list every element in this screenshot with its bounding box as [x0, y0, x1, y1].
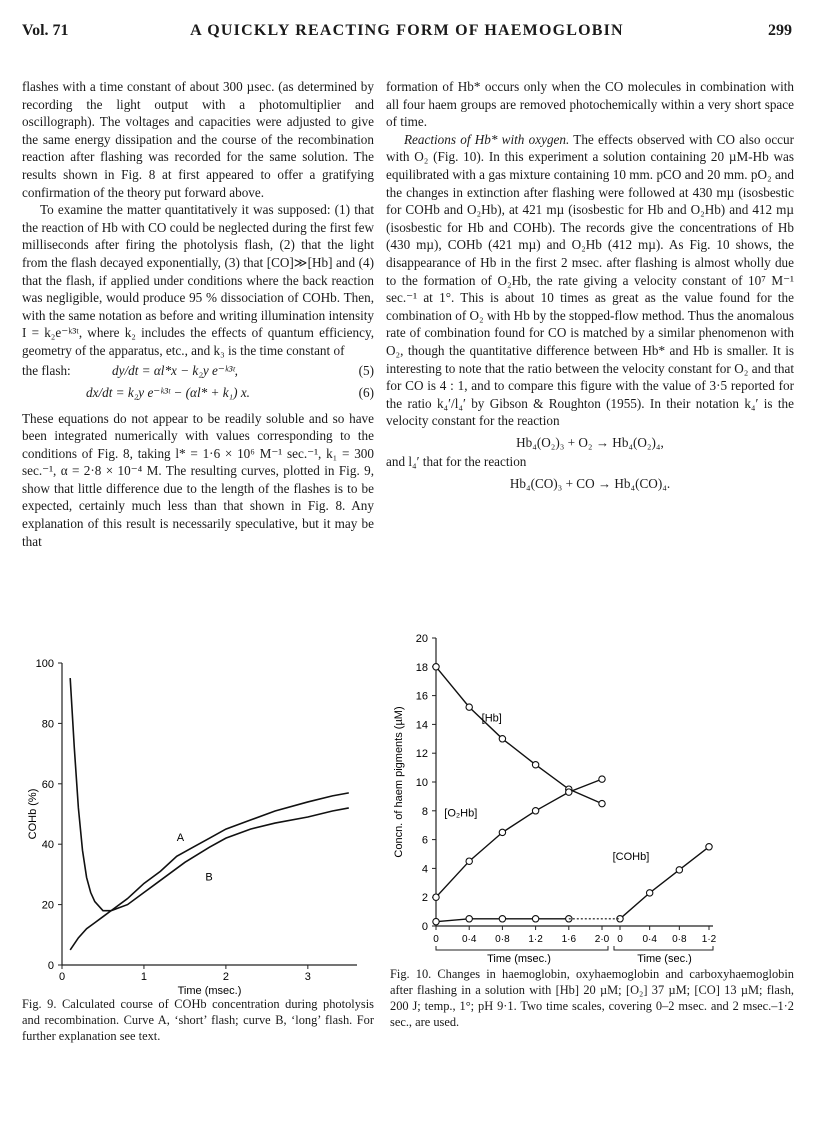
x1-bracket	[436, 946, 608, 950]
data-point	[499, 736, 505, 742]
y-tick-label: 16	[415, 690, 428, 703]
x1-tick-label: 2·0	[594, 934, 610, 945]
left-column	[22, 78, 374, 550]
y-tick-label: 18	[415, 661, 428, 674]
equation-6: dx/dt = k₂y e⁻ᵏ³ᵗ − (αl* + k₁) x.	[86, 384, 250, 400]
y-tick-label: 80	[41, 718, 54, 731]
y-tick-label: 8	[421, 805, 428, 818]
volume-label: Vol. 71	[22, 22, 69, 39]
reactions-heading: Reactions of Hb* with oxygen.	[404, 131, 570, 147]
x-tick-label: 3	[304, 971, 311, 983]
data-point	[706, 844, 712, 850]
data-point	[433, 894, 439, 900]
data-point	[466, 858, 472, 864]
y-tick-label: 100	[35, 658, 54, 670]
data-point	[532, 762, 538, 768]
left-paragraph-2: To examine the matter quantitatively it was supposed: (1) that the reaction of Hb with CO could be neglected during the first few milliseconds after firing the photolysis flash, (2) that the light from the flash decayed exponentially, (3) that [CO]≫[Hb] and (4) that the flash, if applied under conditions where the back reaction was negligible, would produce 95 % dissociation of COHb. Then, with the same notation as before and writing illumination intensity I = k₂e⁻ᵏ³ᵗ, where k₂ includes the effects of quantum efficiency, geometry of the apparatus, etc., and k₃ is the time constant of	[22, 202, 374, 358]
y-tick-label: 2	[421, 892, 428, 905]
data-point	[599, 800, 605, 806]
data-point	[599, 776, 605, 782]
y-tick-label: 10	[415, 777, 428, 789]
data-point	[433, 664, 439, 670]
right-column	[386, 78, 794, 495]
left-paragraph-1: flashes with a time constant of about 300 µsec. (as determined by recording the light output with a photomultiplier and oscillograph). The voltages and capacities were adjusted to give the same energy dissipation and the course of the recombination reaction after flashing was recorded for the same solution. The results shown in Fig. 8 at first appeared to offer a gratifying confirmation of the theory put forward above.	[22, 79, 374, 200]
y-tick-label: 60	[41, 778, 54, 791]
y-axis-label: Concn. of haem pigments (µM)	[393, 706, 405, 858]
data-point	[499, 829, 505, 835]
reaction-1: Hb₄(O₂)₃ + O₂ → Hb₄(O₂)₄,	[516, 434, 664, 450]
data-point	[466, 916, 472, 922]
x1-tick-label: 1·2	[528, 934, 543, 945]
x-axis-label: Time (msec.)	[177, 985, 242, 997]
x1-tick-label: 0	[433, 934, 439, 945]
data-point	[646, 890, 652, 896]
x-tick-label: 0	[58, 971, 66, 983]
y-tick-label: 14	[415, 719, 428, 732]
equation-6-number: (6)	[358, 384, 374, 400]
running-header	[22, 22, 792, 46]
x1-tick-label: 0·8	[495, 934, 510, 945]
y-tick-label: 20	[415, 633, 428, 645]
y-tick-label: 0	[421, 921, 428, 933]
data-point	[532, 808, 538, 814]
y-tick-label: 6	[421, 834, 428, 847]
x2-bracket	[614, 946, 713, 950]
figure-10-caption: Fig. 10. Changes in haemoglobin, oxyhaemoglobin and carboxyhaemoglobin after flashing in a solution with [Hb] 20 µM; [O₂] 37 µM; [CO] 13 µM; flash, 200 J; temp., 1°; pH 9·1. Two time scales, covering 0–2 msec. and 2 msec.–1·2 sec., are used.	[390, 967, 794, 1029]
y-tick-label: 12	[415, 748, 428, 761]
figure-9-chart	[22, 655, 372, 997]
y-axis-label: COHb (%)	[27, 788, 39, 840]
right-paragraph-2: The effects observed with CO also occur with O₂ (Fig. 10). In this experiment a solution containing 20 µM-Hb was equilibrated with a gas mixture containing 10 mm. pCO and 20 mm. pO₂ and the changes in extinction after flashing were followed at 430 mµ (isosbestic for COHb and O₂Hb), at 421 mµ (isosbestic for Hb and O₂Hb) and 412 mµ (isosbestic for Hb and COHb). The records give the concentrations of Hb (430 mµ), COHb (421 mµ) and O₂Hb (412 mµ). As Fig. 10 shows, the disappearance of Hb in the first 2 msec. after flashing is almost wholly due to the formation of O₂Hb, the rate giving a velocity constant of 10⁷ M⁻¹ sec.⁻¹ at 1°. This is about 10 times as great as the value found for the combination of O₂ with Hb by the stopped-flow method. Thus the anomalous rate of combination found for CO is matched by a similar phenomenon with O₂, though the quantitative difference between Hb* and Hb is smaller. It is interesting to note that the ratio between the velocity constant for O₂ and that for CO is 4 : 1, and to compare this figure with the value of 3·5 reported for the ratio k₄′/l₄′ by Gibson & Roughton (1955). In their notation k₄′ is the velocity constant for the reaction	[386, 131, 795, 429]
x2-tick-label: 0	[617, 934, 623, 945]
data-point	[566, 789, 572, 795]
series-label-o2hb: [O₂Hb]	[444, 807, 478, 820]
series-line-0	[436, 667, 602, 804]
x1-tick-label: 0·4	[461, 934, 477, 945]
x1-tick-label: 1·6	[561, 934, 577, 945]
data-point	[566, 916, 572, 922]
y-tick-label: 20	[41, 899, 54, 912]
x2-tick-label: 0·8	[672, 934, 687, 945]
x2-tick-label: 1·2	[701, 934, 717, 945]
reaction-2: Hb₄(CO)₃ + CO → Hb₄(CO)₄.	[509, 476, 671, 492]
equation-5-row	[22, 360, 374, 382]
series-label-cohb: [COHb]	[612, 850, 650, 863]
figure-9-caption: Fig. 9. Calculated course of COHb concentration during photolysis and recombination. Curve A, ‘short’ flash; curve B, ‘long’ flash. For further explanation see text.	[22, 997, 374, 1043]
left-paragraph-3: These equations do not appear to be readily soluble and so have been integrated numerically with values corresponding to the conditions of Fig. 8, taking l* = 1·6 × 10⁶ M⁻¹ sec.⁻¹, k₁ = 300 sec.⁻¹, α = 2·8 × 10⁻⁴ M. The resulting curves, plotted in Fig. 9, show that little difference due to the length of the flashes is to be expected, certainly much less than that shown in Fig. 8. Any explanation of this result is necessarily speculative, but it may be that	[22, 410, 374, 549]
data-point	[676, 867, 682, 873]
data-point	[433, 918, 439, 924]
page-number: 299	[768, 22, 792, 39]
x2-axis-label: Time (sec.)	[637, 953, 692, 965]
x-tick-label: 1	[140, 971, 148, 983]
curve-label-a: A	[176, 832, 185, 845]
and-line: and l₄′ that for the reaction	[386, 454, 527, 470]
right-paragraph-1: formation of Hb* occurs only when the CO molecules in combination with all four haem groups are removed photochemically within a very short space of time.	[386, 79, 794, 130]
data-point	[532, 916, 538, 922]
running-title: A QUICKLY REACTING FORM OF HAEMOGLOBIN	[190, 22, 624, 39]
y-tick-label: 4	[421, 863, 428, 876]
y-tick-label: 40	[41, 839, 54, 852]
figure-10-chart	[384, 628, 794, 963]
series-label-hb: [Hb]	[481, 712, 502, 725]
equation-6-row	[22, 382, 374, 404]
flash-label: the flash:	[22, 362, 71, 378]
data-point	[499, 916, 505, 922]
x-tick-label: 2	[222, 971, 229, 983]
equation-5-number: (5)	[358, 362, 374, 378]
curve-label-b: B	[205, 871, 213, 884]
series-line-1	[436, 779, 602, 897]
data-point	[466, 704, 472, 710]
x2-tick-label: 0·4	[642, 934, 657, 945]
equation-5: dy/dt = αl*x − k₂y e⁻ᵏ³ᵗ,	[112, 362, 238, 378]
x1-axis-label: Time (msec.)	[487, 953, 551, 965]
y-tick-label: 0	[47, 960, 54, 972]
